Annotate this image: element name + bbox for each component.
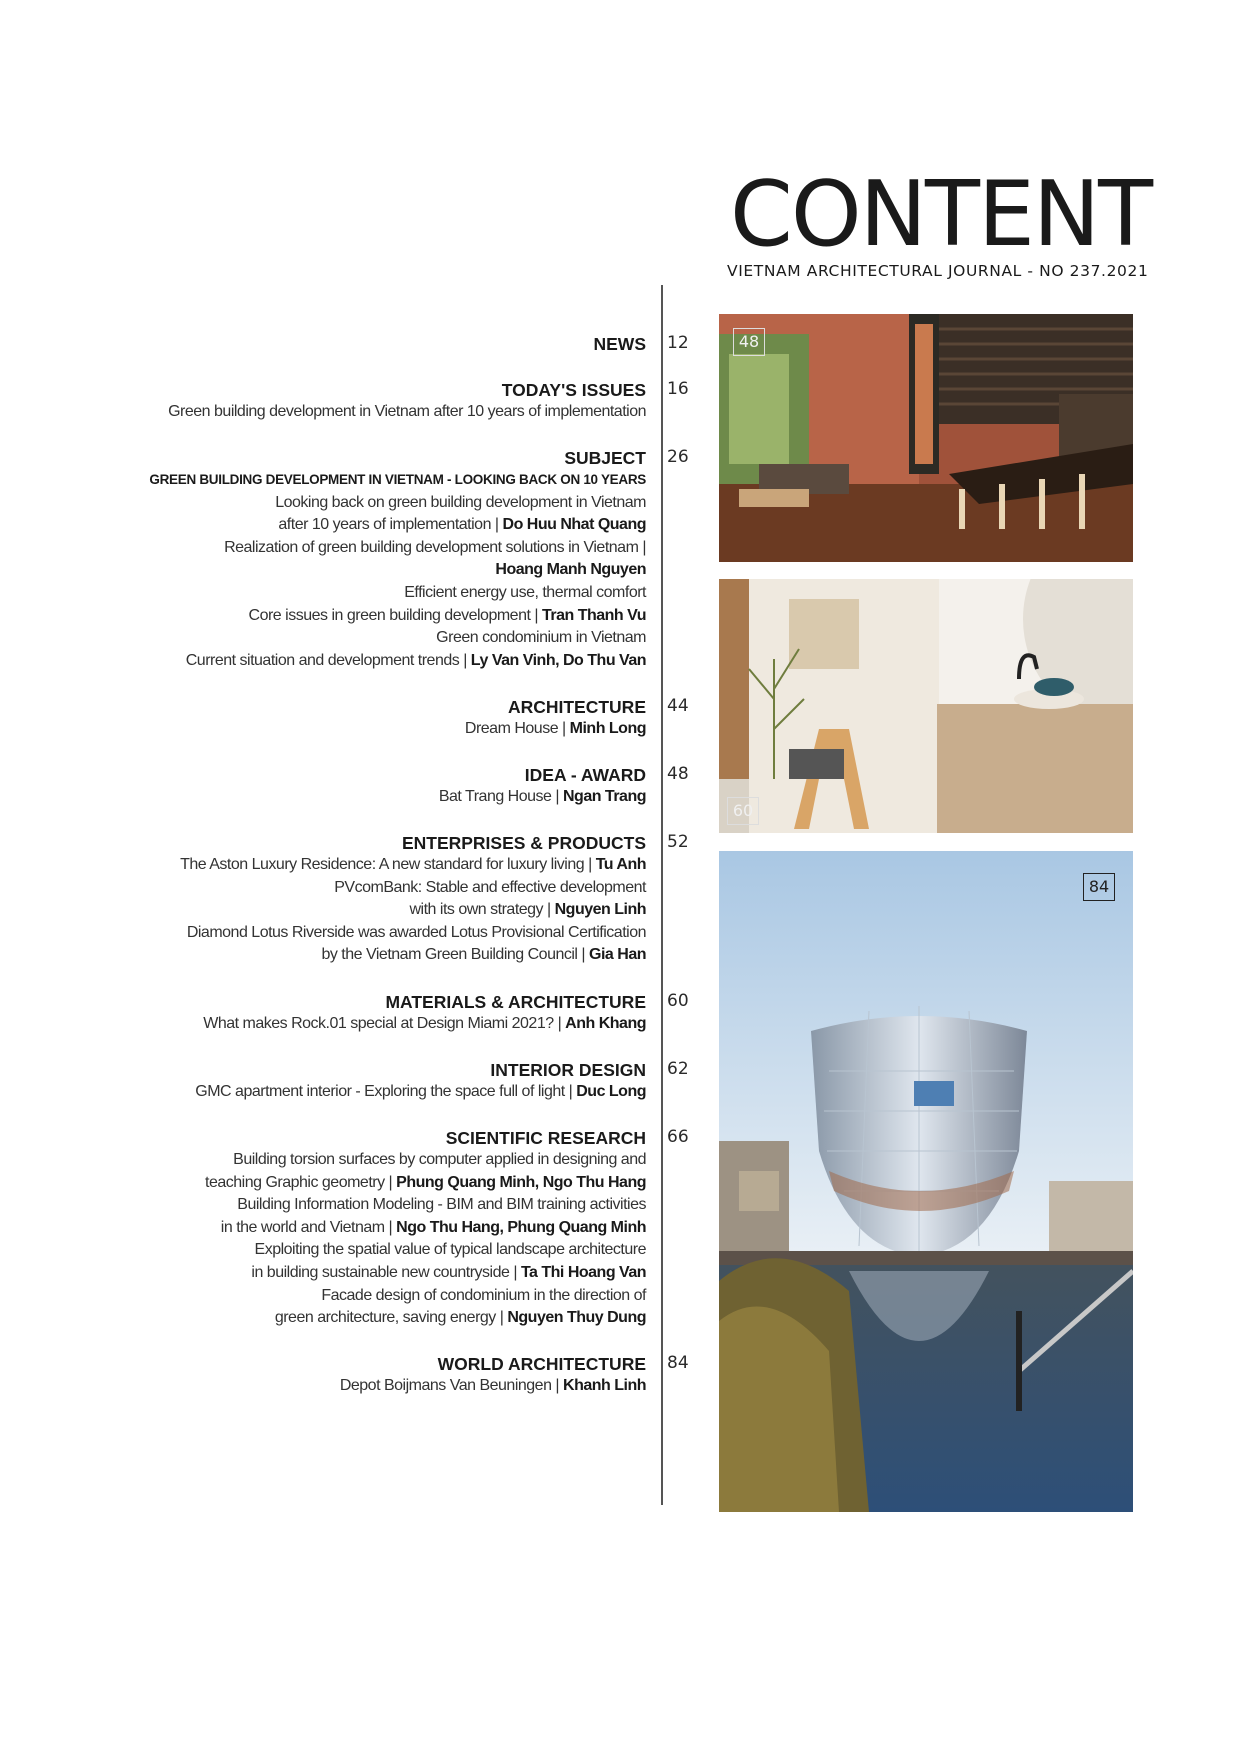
article-title: Efficient energy use, thermal comfort bbox=[404, 583, 646, 601]
article-line bbox=[120, 559, 646, 582]
article-title: after 10 years of implementation | bbox=[278, 516, 503, 534]
article-title: teaching Graphic geometry | bbox=[205, 1173, 397, 1191]
article-line bbox=[120, 899, 646, 922]
section-title: ARCHITECTURE bbox=[507, 697, 646, 717]
page-number: 52 bbox=[667, 832, 689, 852]
article-author: Gia Han bbox=[589, 946, 646, 964]
toc-section-interior-design bbox=[120, 1059, 646, 1104]
article-author: Nguyen Thuy Dung bbox=[507, 1309, 646, 1327]
article-line bbox=[120, 1262, 646, 1285]
article-line bbox=[120, 1149, 646, 1172]
toc-section-scientific-research bbox=[120, 1127, 646, 1330]
article-author: Khanh Linh bbox=[563, 1377, 646, 1394]
page-title: CONTENT bbox=[730, 162, 1152, 267]
article-title: Current situation and development trends | bbox=[185, 651, 471, 669]
article-line bbox=[120, 537, 646, 560]
article-line bbox=[120, 627, 646, 650]
article-author: Minh Long bbox=[569, 720, 646, 737]
article-line bbox=[120, 492, 646, 515]
article-title: Realization of green building development solutions in Vietnam | bbox=[224, 538, 646, 556]
page-badge-84: 84 bbox=[1083, 873, 1115, 901]
section-title: ENTERPRISES & PRODUCTS bbox=[401, 833, 646, 853]
article-author: Hoang Manh Nguyen bbox=[495, 561, 646, 579]
article-line bbox=[120, 514, 646, 537]
article-author: Ngo Thu Hang, Phung Quang Minh bbox=[396, 1218, 646, 1236]
article-line bbox=[120, 1013, 646, 1036]
page-badge-60: 60 bbox=[727, 797, 759, 825]
article-author: Duc Long bbox=[576, 1083, 646, 1100]
article-author: Anh Khang bbox=[565, 1015, 646, 1032]
article-line bbox=[120, 922, 646, 945]
page-number: 12 bbox=[667, 333, 689, 353]
article-title: Building Information Modeling - BIM and BIM training activities bbox=[237, 1196, 646, 1214]
interior-photo-60 bbox=[719, 579, 1133, 833]
divider-line bbox=[661, 285, 663, 1505]
article-line bbox=[120, 854, 646, 877]
article-line bbox=[120, 1172, 646, 1195]
article-line bbox=[120, 605, 646, 628]
article-line bbox=[120, 1285, 646, 1308]
interior-photo-48 bbox=[719, 314, 1133, 562]
article-author: Nguyen Linh bbox=[554, 901, 646, 919]
section-title: WORLD ARCHITECTURE bbox=[437, 1354, 646, 1374]
article-line bbox=[120, 1081, 646, 1104]
article-author: Tran Thanh Vu bbox=[541, 606, 646, 624]
article-title: Dream House | bbox=[464, 720, 570, 737]
article-line bbox=[120, 944, 646, 967]
article-line bbox=[120, 401, 646, 424]
article-title: in the world and Vietnam | bbox=[220, 1218, 397, 1236]
article-title: Looking back on green building development in Vietnam bbox=[275, 493, 646, 511]
toc-section-enterprises-products bbox=[120, 832, 646, 967]
article-line bbox=[120, 469, 646, 492]
article-line bbox=[120, 650, 646, 673]
article-line bbox=[120, 1217, 646, 1240]
article-line bbox=[120, 1194, 646, 1217]
article-line bbox=[120, 718, 646, 741]
article-title: What makes Rock.01 special at Design Miami 2021? | bbox=[203, 1015, 566, 1032]
article-line bbox=[120, 1307, 646, 1330]
section-title: NEWS bbox=[593, 334, 646, 354]
page-number: 62 bbox=[667, 1059, 689, 1079]
section-title: MATERIALS & ARCHITECTURE bbox=[385, 992, 646, 1012]
article-author: Phung Quang Minh, Ngo Thu Hang bbox=[396, 1173, 646, 1191]
article-title: Facade design of condominium in the direction of bbox=[321, 1286, 646, 1304]
article-line bbox=[120, 877, 646, 900]
article-title: Diamond Lotus Riverside was awarded Lotus Provisional Certification bbox=[186, 923, 646, 941]
article-title: Green condominium in Vietnam bbox=[436, 629, 646, 647]
journal-subtitle: VIETNAM ARCHITECTURAL JOURNAL - NO 237.2021 bbox=[727, 262, 1149, 280]
article-title: with its own strategy | bbox=[409, 901, 555, 919]
article-title: green architecture, saving energy | bbox=[274, 1309, 508, 1327]
article-title: GREEN BUILDING DEVELOPMENT IN VIETNAM - LOOKING BACK ON 10 YEARS bbox=[149, 472, 646, 487]
toc-section-materials-architecture bbox=[120, 991, 646, 1036]
article-title: The Aston Luxury Residence: A new standard for luxury living | bbox=[180, 856, 596, 873]
toc-section-todays-issues bbox=[120, 379, 646, 424]
page-number: 26 bbox=[667, 447, 689, 467]
article-author: Do Huu Nhat Quang bbox=[502, 516, 646, 534]
article-author: Ngan Trang bbox=[562, 788, 646, 805]
toc-section-subject bbox=[120, 447, 646, 672]
article-author: Ta Thi Hoang Van bbox=[520, 1263, 646, 1281]
article-title: Bat Trang House | bbox=[438, 788, 563, 805]
page-number: 60 bbox=[667, 991, 689, 1011]
section-title: IDEA - AWARD bbox=[524, 765, 646, 785]
article-line bbox=[120, 1239, 646, 1262]
section-title: TODAY'S ISSUES bbox=[501, 380, 646, 400]
article-title: Exploiting the spatial value of typical landscape architecture bbox=[254, 1241, 646, 1259]
article-title: in building sustainable new countryside | bbox=[251, 1263, 521, 1281]
toc-section-architecture bbox=[120, 696, 646, 741]
article-line bbox=[120, 1375, 646, 1398]
section-title: SUBJECT bbox=[564, 448, 646, 468]
article-line bbox=[120, 786, 646, 809]
article-line bbox=[120, 582, 646, 605]
building-photo-84 bbox=[719, 851, 1133, 1512]
toc-section-news bbox=[120, 333, 646, 355]
article-author: Tu Anh bbox=[595, 856, 646, 873]
article-author: Ly Van Vinh, Do Thu Van bbox=[470, 651, 646, 669]
article-title: PVcomBank: Stable and effective development bbox=[334, 878, 646, 896]
page-number: 48 bbox=[667, 764, 689, 784]
page-number: 84 bbox=[667, 1353, 689, 1373]
page-badge-48: 48 bbox=[733, 328, 765, 356]
article-title: Green building development in Vietnam after 10 years of implementation bbox=[168, 403, 646, 420]
page-number: 66 bbox=[667, 1127, 689, 1147]
toc-section-world-architecture bbox=[120, 1353, 646, 1398]
toc-section-idea-award bbox=[120, 764, 646, 809]
section-title: INTERIOR DESIGN bbox=[490, 1060, 646, 1080]
article-title: Depot Boijmans Van Beuningen | bbox=[339, 1377, 564, 1394]
page-number: 16 bbox=[667, 379, 689, 399]
article-title: GMC apartment interior - Exploring the space full of light | bbox=[195, 1083, 577, 1100]
article-title: Building torsion surfaces by computer applied in designing and bbox=[233, 1151, 646, 1168]
section-title: SCIENTIFIC RESEARCH bbox=[445, 1128, 646, 1148]
article-title: Core issues in green building development | bbox=[248, 606, 542, 624]
article-title: by the Vietnam Green Building Council | bbox=[321, 946, 590, 964]
page-number: 44 bbox=[667, 696, 689, 716]
